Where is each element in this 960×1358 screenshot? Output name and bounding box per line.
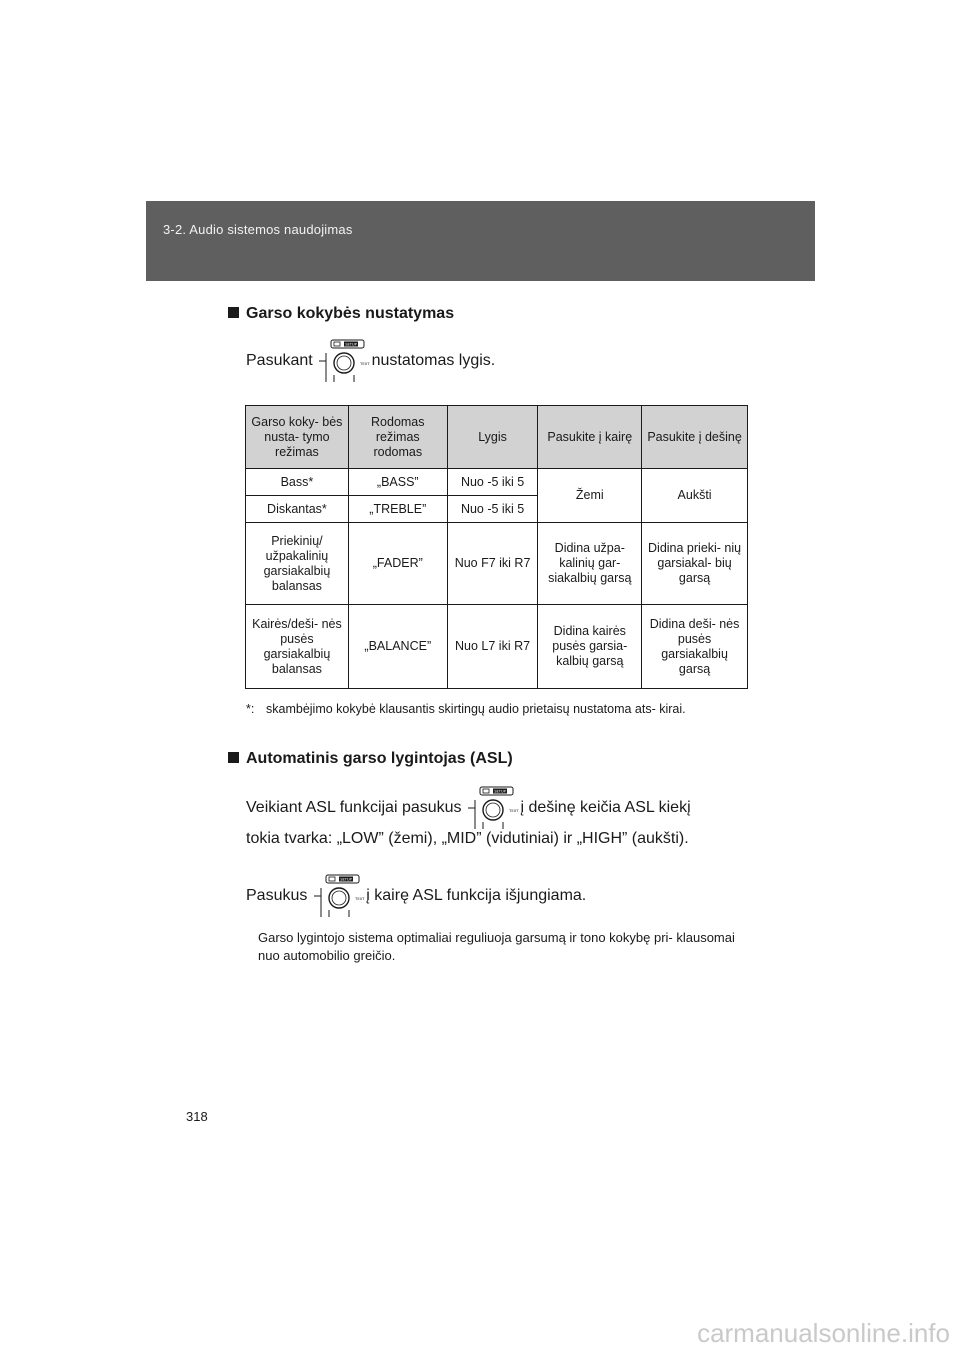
instruction-line-1: Pasukant SETUP TEXT nustatomas lygis. [246, 339, 495, 383]
svg-text:SETUP: SETUP [345, 342, 357, 347]
asl-paragraph-line-1: Veikiant ASL funkcijai pasukus SETUP TEXT į dešinę keičia ASL kiekį [246, 786, 748, 830]
svg-text:TEXT: TEXT [509, 808, 519, 813]
section-title: 3-2. Audio sistemos naudojimas [163, 222, 353, 237]
watermark: carmanualsonline.info [697, 1318, 950, 1348]
table-row [246, 605, 748, 689]
table-header-cell: Garso koky- bės nusta- tymo režimas [246, 406, 349, 469]
table-cell: Aukšti [642, 469, 748, 523]
table-header-cell: Lygis [447, 406, 538, 469]
table-cell: Nuo L7 iki R7 [447, 605, 538, 689]
svg-text:SETUP: SETUP [494, 789, 506, 794]
table-cell: Nuo F7 iki R7 [447, 523, 538, 605]
section-heading-asl: Automatinis garso lygintojas (ASL) [228, 750, 513, 768]
table-header-cell: Rodomas režimas rodomas [348, 406, 447, 469]
table-cell: „TREBLE” [348, 496, 447, 523]
footnote-mark: *: [246, 702, 255, 716]
svg-text:TEXT: TEXT [354, 896, 365, 901]
table-cell: Nuo -5 iki 5 [447, 496, 538, 523]
section-heading-sound-quality: Garso kokybės nustatymas [228, 305, 454, 323]
table-cell: „BASS” [348, 469, 447, 496]
table-cell: Žemi [538, 469, 642, 523]
table-cell: Didina deši- nės pusės garsiakalbių garsą [642, 605, 748, 689]
svg-text:TEXT: TEXT [360, 361, 370, 366]
table-header-row [246, 406, 748, 469]
section-header-bar [146, 201, 815, 281]
asl-paragraph-2: Pasukus SETUP TEXT į kairę ASL funkcija išjungiama. [246, 874, 586, 918]
table-header-cell: Pasukite į kairę [538, 406, 642, 469]
svg-text:SETUP: SETUP [340, 877, 352, 882]
square-bullet-icon [228, 307, 239, 318]
tune-knob-icon [317, 339, 370, 383]
table-header-cell: Pasukite į dešinę [642, 406, 748, 469]
tune-knob-icon [466, 786, 519, 830]
table-cell: Priekinių/ užpakalinių garsiakalbių balansas [246, 523, 349, 605]
footnote-text: skambėjimo kokybė klausantis skirtingų audio prietaisų nustatoma ats- kirai. [266, 702, 686, 716]
table-cell: „FADER” [348, 523, 447, 605]
table-row [246, 469, 748, 496]
table-cell: Nuo -5 iki 5 [447, 469, 538, 496]
asl-paragraph-line-2: tokia tvarka: „LOW” (žemi), „MID” (vidutiniai) ir „HIGH” (aukšti). [246, 830, 689, 847]
square-bullet-icon [228, 752, 239, 763]
table-cell: Diskantas* [246, 496, 349, 523]
page-number: 318 [186, 1109, 208, 1124]
table-cell: Didina užpa- kalinių gar- siakalbių garsą [538, 523, 642, 605]
table-cell: Bass* [246, 469, 349, 496]
tune-knob-icon [312, 874, 365, 918]
table-cell: Didina kairės pusės garsia- kalbių garsą [538, 605, 642, 689]
table-cell: Didina prieki- nių garsiakal- bių garsą [642, 523, 748, 605]
table-cell: Kairės/deši- nės pusės garsiakalbių balansas [246, 605, 349, 689]
table-cell: „BALANCE” [348, 605, 447, 689]
sound-settings-table [245, 405, 748, 689]
table-row [246, 523, 748, 605]
asl-note: Garso lygintojo sistema optimaliai reguliuoja garsumą ir tono kokybę pri- klausomai nuo automobilio greičio. [258, 930, 735, 963]
